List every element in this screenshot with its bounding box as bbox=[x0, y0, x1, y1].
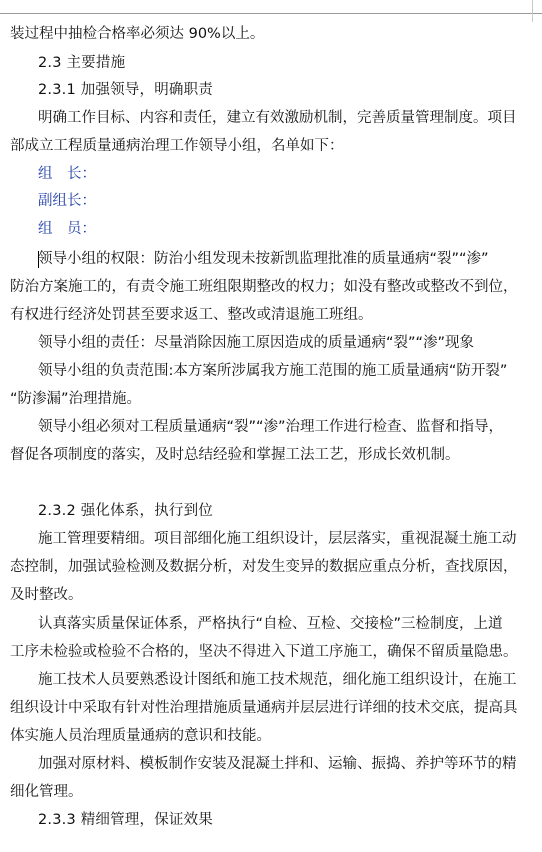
text-line: 体实施人员治理质量通病的意识和技能。 bbox=[10, 728, 271, 744]
subsection-heading: 2.3.1 加强领导，明确职责 bbox=[38, 82, 214, 98]
text-line: 施工管理要精细。项目部细化施工组织设计，层层落实，重视混凝土施工动 bbox=[38, 531, 517, 547]
text-line: 组织设计中采取有针对性治理措施质量通病并层层进行详细的技术交底，提高具 bbox=[10, 700, 518, 716]
section-heading: 2.3 主要措施 bbox=[38, 55, 126, 71]
header-rule bbox=[0, 13, 542, 14]
text-line: 施工技术人员要熟悉设计图纸和施工技术规范，细化施工组织设计，在施工 bbox=[38, 672, 517, 688]
text-line: 领导小组的权限：防治小组发现未按新凯监理批准的质量通病“裂”“渗” bbox=[38, 251, 489, 267]
text-line: 工序未检验或检验不合格的，坚决不得进入下道工序施工，确保不留质量隐患。 bbox=[10, 644, 518, 660]
text-line: 领导小组的责任：尽量消除因施工原因造成的质量通病“裂”“渗”现象 bbox=[38, 335, 475, 351]
text-line: 加强对原材料、模板制作安装及混凝土拌和、运输、振捣、养护等环节的精 bbox=[38, 756, 517, 772]
text-line: 领导小组的负责范围:本方案所涉属我方施工范围的施工质量通病“防开裂” bbox=[38, 363, 508, 379]
text-line: 态控制，加强试验检测及数据分析，对发生变异的数据应重点分析，查找原因， bbox=[10, 559, 518, 575]
text-line: 有权进行经济处罚甚至要求返工、整改或清退施工班组。 bbox=[10, 307, 373, 323]
text-line: 认真落实质量保证体系，严格执行“自检、互检、交接检”三检制度，上道 bbox=[38, 616, 503, 632]
group-member-label: 组 员： bbox=[38, 221, 96, 237]
text-line: 及时整改。 bbox=[10, 587, 83, 603]
text-line: 领导小组必须对工程质量通病“裂”“渗”治理工作进行检查、监督和指导， bbox=[38, 419, 504, 435]
text-line: 督促各项制度的落实，及时总结经验和掌握工法工艺，形成长效机制。 bbox=[10, 447, 460, 463]
page-header-strip bbox=[0, 0, 542, 14]
group-leader-label: 组 长： bbox=[38, 166, 96, 182]
header-left-text-cutoff bbox=[2, 0, 242, 6]
deputy-leader-label: 副组长： bbox=[38, 193, 96, 209]
text-line: 部成立工程质量通病治理工作领导小组，名单如下： bbox=[10, 138, 344, 154]
text-line: 细化管理。 bbox=[10, 784, 83, 800]
text-line: 防治方案施工的，有责令施工班组限期整改的权力；如没有整改或整改不到位， bbox=[10, 279, 518, 295]
text-line: 明确工作目标、内容和责任，建立有效激励机制，完善质量管理制度。项目 bbox=[38, 110, 517, 126]
text-line: 装过程中抽检合格率必须达 90%以上。 bbox=[10, 26, 265, 42]
subsection-heading: 2.3.3 精细管理，保证效果 bbox=[38, 812, 214, 828]
subsection-heading: 2.3.2 强化体系，执行到位 bbox=[38, 503, 214, 519]
header-right-text-cutoff bbox=[330, 0, 530, 6]
text-line: “防渗漏”治理措施。 bbox=[10, 391, 142, 407]
page-edge-mark bbox=[532, 0, 542, 22]
